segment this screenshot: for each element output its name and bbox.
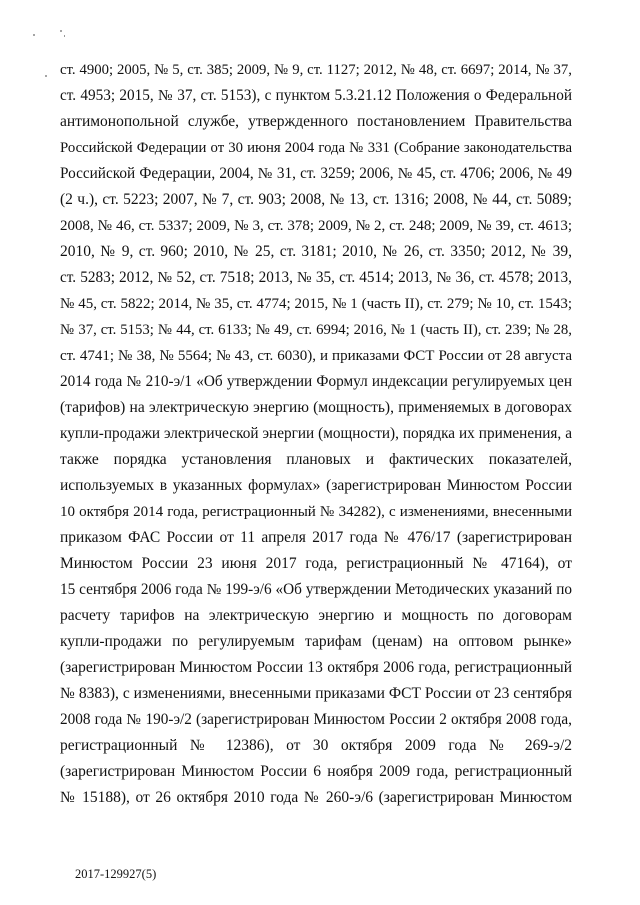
text-line: приказом ФАС России от 11 апреля 2017 года № 476/17 (зарегистрирован <box>60 529 572 546</box>
text-line: (зарегистрирован Минюстом России 6 ноября 2009 года, регистрационный <box>60 763 572 780</box>
scan-speck <box>60 30 62 32</box>
text-line: расчету тарифов на электрическую энергию и мощность по договорам <box>60 607 572 624</box>
text-line: ст. 4900; 2005, № 5, ст. 385; 2009, № 9, ст. 1127; 2012, № 48, ст. 6697; 2014, № 37, <box>60 62 572 78</box>
text-line: Российской Федерации от 30 июня 2004 года № 331 (Собрание законодательства <box>60 140 572 156</box>
text-line: ст. 4953; 2015, № 37, ст. 5153), с пунктом 5.3.21.12 Положения о Федеральной <box>60 87 572 104</box>
text-line: антимонопольной службе, утвержденного постановлением Правительства <box>60 113 572 130</box>
scan-speck <box>45 75 47 77</box>
text-line: купли-продажи по регулируемым тарифам (ценам) на оптовом рынке» <box>60 633 572 650</box>
text-line: регистрационный № 12386), от 30 октября 2009 года № 269-э/2 <box>60 737 572 754</box>
text-line: (зарегистрирован Минюстом России 13 октября 2006 года, регистрационный <box>60 659 572 676</box>
text-line: 2008, № 46, ст. 5337; 2009, № 3, ст. 378; 2009, № 2, ст. 248; 2009, № 39, ст. 4613; <box>60 218 572 234</box>
text-line: также порядка установления плановых и фактических показателей, <box>60 451 572 468</box>
text-line: 2008 года № 190-э/2 (зарегистрирован Минюстом России 2 октября 2008 года, <box>60 711 572 728</box>
text-line: № 8383), с изменениями, внесенными приказами ФСТ России от 23 сентября <box>60 685 572 702</box>
text-line: (тарифов) на электрическую энергию (мощность), применяемых в договорах <box>60 399 572 416</box>
scan-speck <box>33 34 35 36</box>
text-line: ст. 4741; № 38, № 5564; № 43, ст. 6030), и приказами ФСТ России от 28 августа <box>60 348 572 364</box>
text-line: Минюстом России 23 июня 2017 года, регистрационный № 47164), от <box>60 555 572 572</box>
text-line: ст. 5283; 2012, № 52, ст. 7518; 2013, № 35, ст. 4514; 2013, № 36, ст. 4578; 2013, <box>60 269 572 286</box>
text-line: № 15188), от 26 октября 2010 года № 260-э/6 (зарегистрирован Минюстом <box>60 789 572 806</box>
document-code: 2017-129927(5) <box>75 867 157 881</box>
text-line: 10 октября 2014 года, регистрационный № 34282), с изменениями, внесенными <box>60 504 572 520</box>
text-line: (2 ч.), ст. 5223; 2007, № 7, ст. 903; 2008, № 13, ст. 1316; 2008, № 44, ст. 5089; <box>60 191 572 208</box>
text-line: Российской Федерации, 2004, № 31, ст. 3259; 2006, № 45, ст. 4706; 2006, № 49 <box>60 165 572 182</box>
text-line: купли-продажи электрической энергии (мощности), порядка их применения, а <box>60 425 572 442</box>
text-line: используемых в указанных формулах» (зарегистрирован Минюстом России <box>60 477 572 494</box>
text-line: № 45, ст. 5822; 2014, № 35, ст. 4774; 2015, № 1 (часть II), ст. 279; № 10, ст. 1543; <box>60 296 572 312</box>
scan-speck <box>64 35 65 37</box>
text-line: 2014 года № 210-э/1 «Об утверждении Формул индексации регулируемых цен <box>60 373 572 390</box>
text-line: 2010, № 9, ст. 960; 2010, № 25, ст. 3181; 2010, № 26, ст. 3350; 2012, № 39, <box>60 243 572 260</box>
text-line: 15 сентября 2006 года № 199-э/6 «Об утверждении Методических указаний по <box>60 581 572 598</box>
text-line: № 37, ст. 5153; № 44, ст. 6133; № 49, ст. 6994; 2016, № 1 (часть II), ст. 239; № 28, <box>60 322 572 338</box>
